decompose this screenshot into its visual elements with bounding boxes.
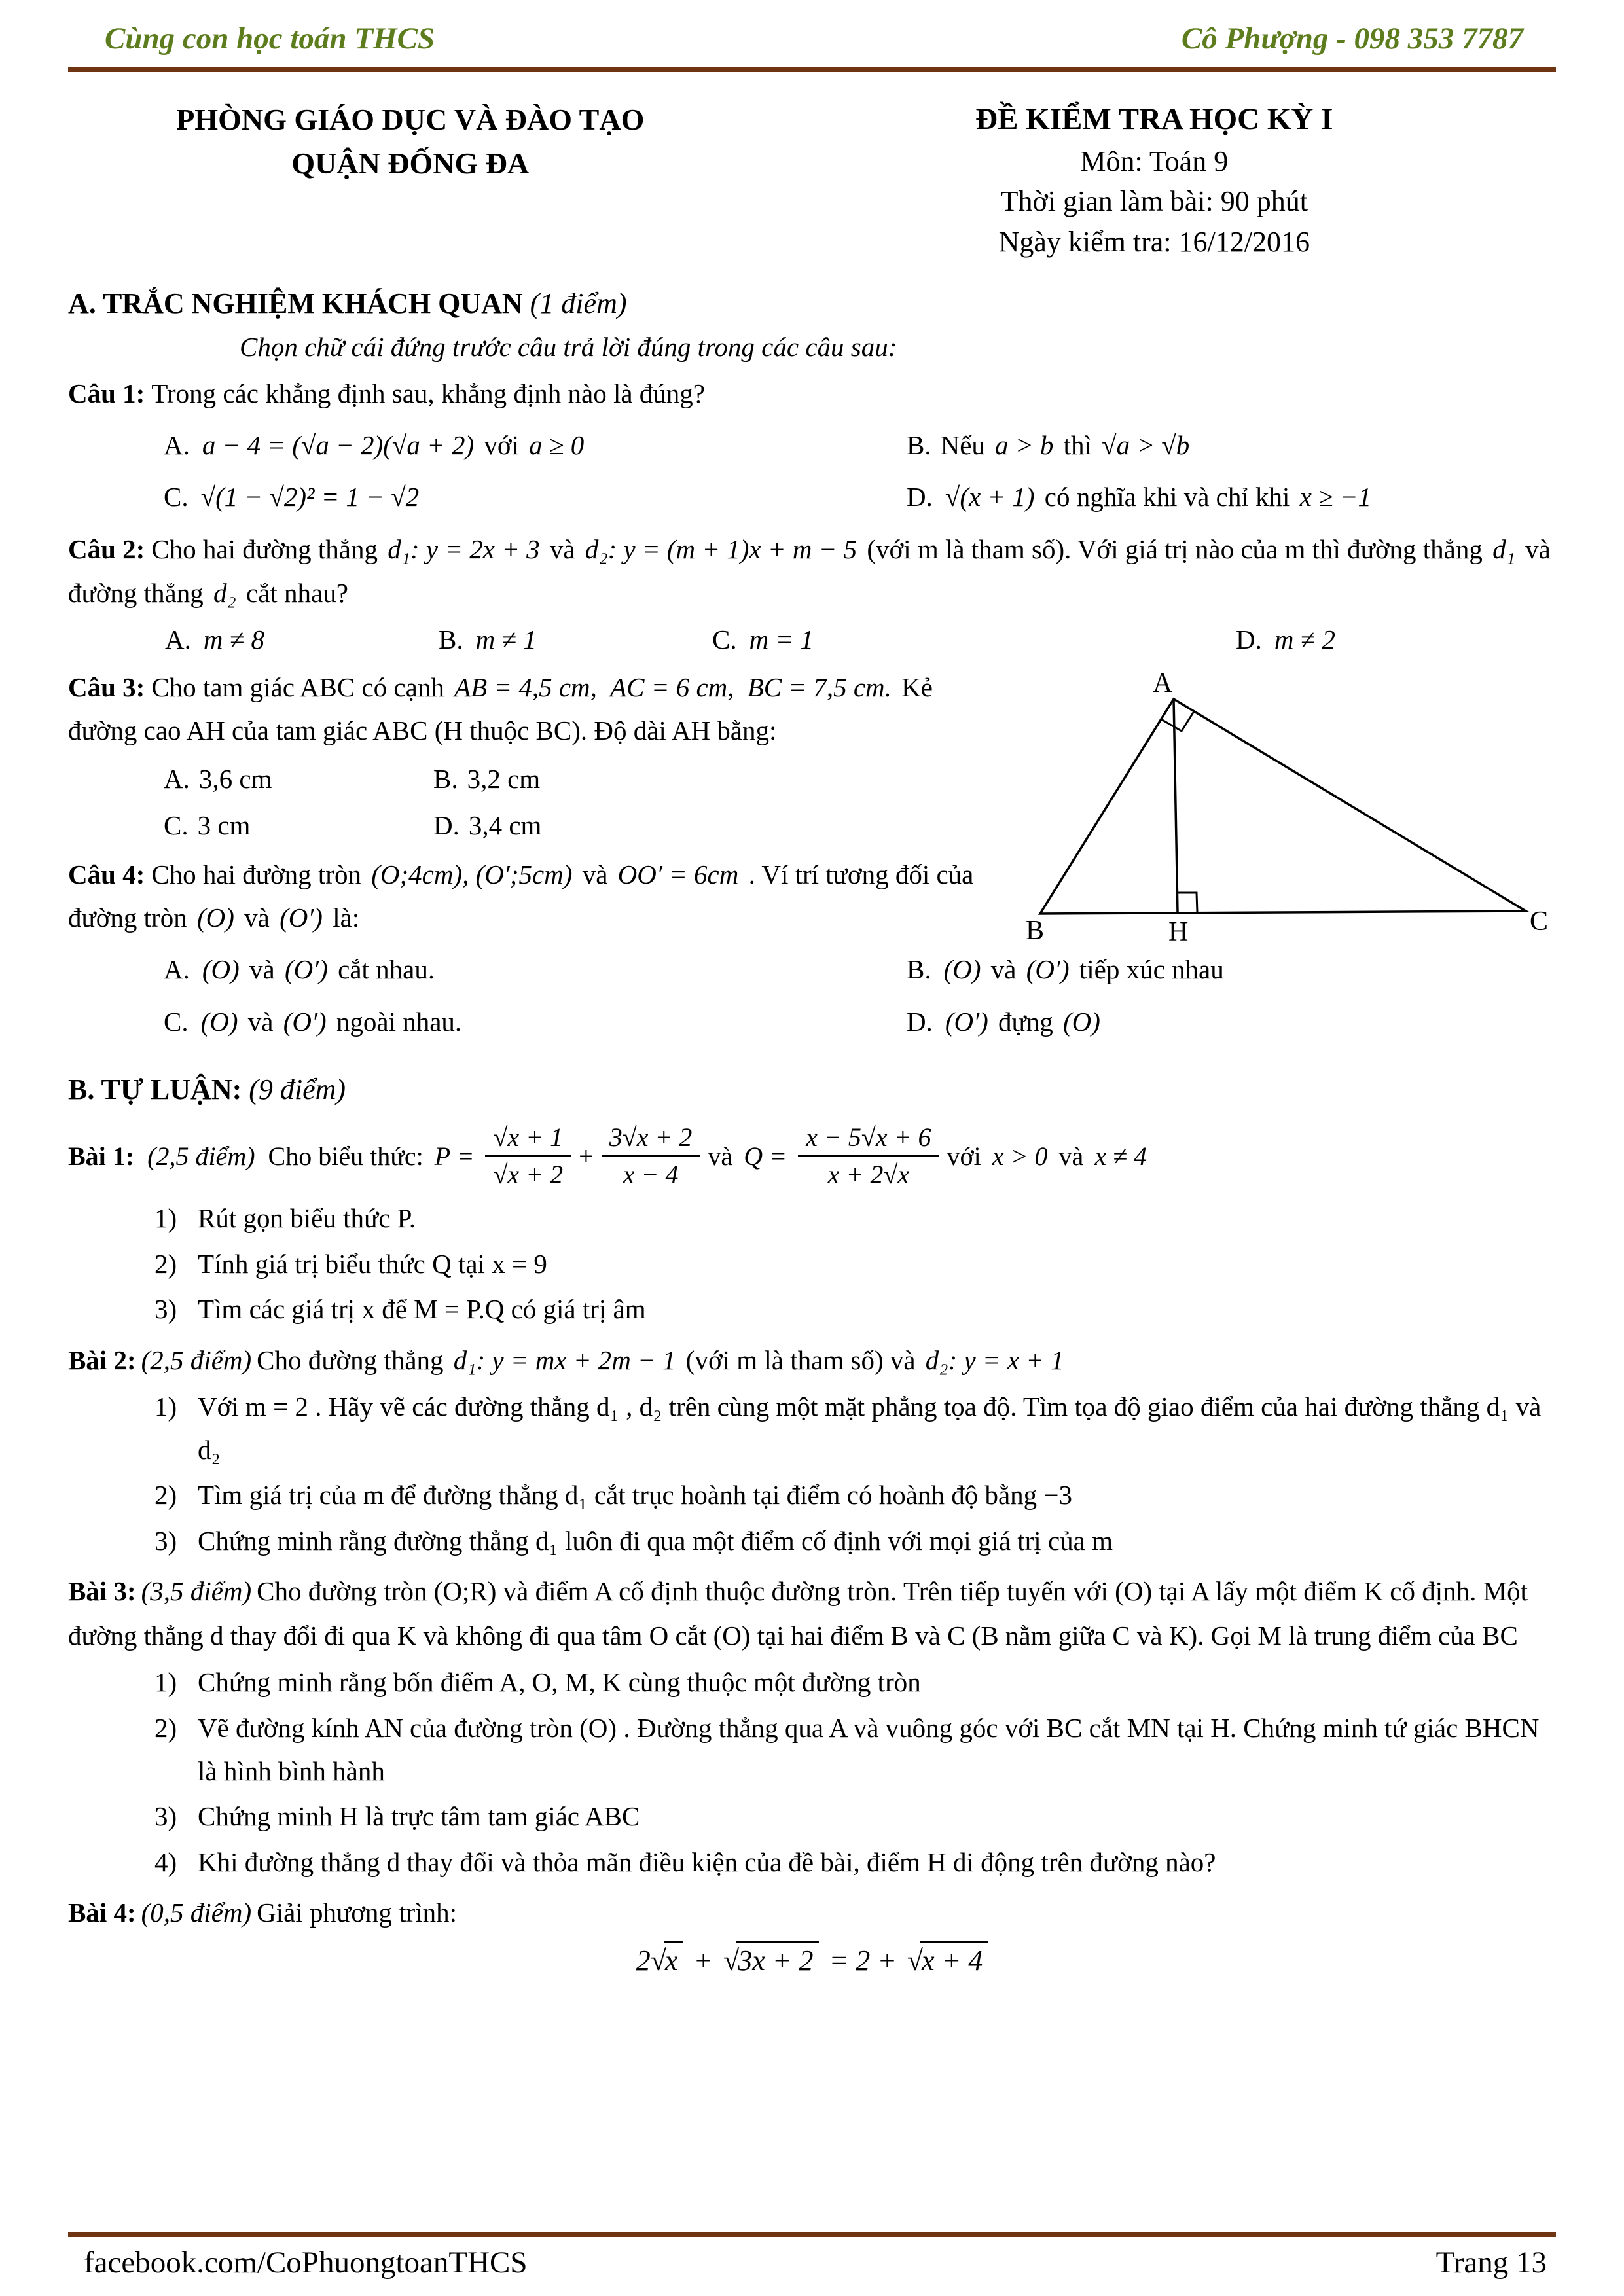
fraction-3-denominator: x + 2√x [827, 1160, 910, 1190]
exam-title: ĐỀ KIỂM TRA HỌC KỲ I [975, 102, 1333, 136]
problem-2-label: Bài 2: [68, 1344, 136, 1375]
formula-d1: d₁: y = mx + 2m − 1 [453, 1344, 676, 1375]
altitude-line [1174, 699, 1178, 912]
problem-2-item-3 [154, 1519, 1556, 1562]
problem-4-equation [68, 1944, 1556, 1977]
option-formula: (O) [943, 954, 981, 984]
option-3d [433, 803, 762, 849]
vertex-label-c: C [1530, 906, 1549, 937]
section-b-heading [68, 1068, 1556, 1111]
problem-3-points: (3,5 điểm) [141, 1576, 252, 1607]
option-text: và [990, 954, 1017, 984]
option-formula: x ≥ −1 [1299, 482, 1372, 512]
option-text: cắt nhau. [338, 954, 435, 984]
problem-3-label: Bài 3: [68, 1576, 136, 1607]
option-text: tiếp xúc nhau [1079, 954, 1224, 984]
option-formula: (O′) [283, 1006, 327, 1037]
fraction-2 [602, 1122, 700, 1192]
option-text: Nếu [940, 429, 985, 460]
question-3-4-block [68, 666, 1556, 1049]
radicand: x + 4 [920, 1941, 988, 1977]
option-letter: B. [439, 624, 463, 655]
option-text: và [249, 954, 275, 984]
item-number: 2) [154, 1712, 177, 1743]
formula-p-lhs: P = [434, 1141, 475, 1172]
item-number: 3) [154, 1801, 177, 1832]
formula-oo: OO′ = 6cm [617, 859, 739, 889]
triangle-diagram [1022, 668, 1552, 943]
department-line2: QUẬN ĐỐNG ĐA [291, 146, 530, 180]
problem-4-text: Giải phương trình: [257, 1897, 457, 1928]
vertex-label-a: A [1153, 668, 1173, 698]
question-3-options-row2 [68, 803, 762, 849]
option-2c [712, 619, 1236, 662]
question-1-label: Câu 1: [68, 378, 145, 409]
vertex-label-h: H [1168, 916, 1189, 943]
option-formula: (O) [200, 1006, 238, 1037]
option-text: thì [1063, 429, 1092, 460]
option-formula: √(1 − √2)² = 1 − √2 [200, 482, 420, 512]
option-letter: A. [164, 429, 190, 460]
problem-4-points: (0,5 điểm) [141, 1897, 252, 1928]
item-number: 4) [154, 1846, 177, 1877]
problem-1-item-2 [154, 1242, 1556, 1285]
item-number: 2) [154, 1248, 177, 1279]
radical-sign: √ [650, 1945, 666, 1977]
question-4-text: và [582, 859, 608, 889]
option-formula: a > b [995, 429, 1054, 460]
footer-page-number: Trang 13 [1435, 2246, 1547, 2280]
item-number: 3) [154, 1525, 177, 1556]
option-letter: C. [164, 810, 189, 841]
option-2a [165, 619, 439, 662]
formula-ab: AB = 4,5 cm, [454, 672, 597, 702]
right-angle-mark-h [1177, 893, 1197, 912]
option-text: 3 cm [197, 810, 251, 841]
fraction-2-denominator: x − 4 [623, 1160, 679, 1190]
problem-3-item-1 [154, 1660, 1556, 1704]
triangle-outline [1040, 699, 1526, 914]
option-2b [439, 619, 712, 662]
fraction-3 [798, 1122, 939, 1192]
fraction-3-numerator: x − 5√x + 6 [798, 1122, 939, 1158]
option-formula: m ≠ 1 [475, 624, 537, 655]
item-text: Tìm giá trị của m để đường thẳng d₁ cắt trục hoành tại điểm có hoành độ bằng −3 [198, 1480, 1073, 1511]
item-text: Vẽ đường kính AN của đường tròn (O) . Đường thẳng qua A và vuông góc với BC cắt MN tại H. Chứng minh tứ giác BHCN là hình bình hành [198, 1712, 1540, 1787]
problem-2-points: (2,5 điểm) [141, 1344, 252, 1375]
option-2d [1236, 619, 1556, 662]
item-text: Tính giá trị biểu thức Q tại x = 9 [198, 1248, 547, 1279]
question-2-text: và [549, 534, 575, 565]
problem-3-text: Cho đường tròn (O;R) và điểm A cố định thuộc đường tròn. Trên tiếp tuyến với (O) tại A lấy một điểm K cố định. Một đường thẳng d thay đổi đi qua K và không đi qua tâm O cắt (O) tại hai điểm B và C (B nằm giữa C và K). Gọi M là trung điểm của BC [68, 1576, 1528, 1651]
option-1a [164, 420, 907, 472]
option-4a [164, 944, 907, 996]
option-3c [164, 803, 433, 849]
option-letter: A. [164, 763, 190, 794]
condition-text: với [947, 1141, 981, 1172]
item-text: Chứng minh rằng bốn điểm A, O, M, K cùng thuộc một đường tròn [198, 1667, 921, 1698]
radical-sign: √ [907, 1945, 924, 1977]
option-formula: √a > √b [1102, 429, 1190, 460]
option-text: có nghĩa khi và chỉ khi [1044, 482, 1290, 512]
instruction-line: Chọn chữ cái đứng trước câu trả lời đúng trong các câu sau: [240, 331, 897, 362]
question-2 [68, 528, 1556, 615]
fraction-1-denominator: √x + 2 [493, 1160, 564, 1190]
item-text: Tìm các giá trị x để M = P.Q có giá trị âm [198, 1294, 646, 1325]
section-a-title: A. TRẮC NGHIỆM KHÁCH QUAN [68, 287, 523, 319]
page-header [68, 17, 1556, 72]
problem-1-label: Bài 1: [68, 1141, 135, 1172]
condition-formula: x ≠ 4 [1094, 1141, 1147, 1172]
exam-info-block [753, 98, 1556, 262]
condition-formula: x > 0 [992, 1141, 1048, 1172]
equals-part: = 2 + [829, 1945, 897, 1977]
option-letter: A. [165, 624, 191, 655]
option-letter: D. [433, 810, 460, 841]
option-letter: B. [907, 954, 931, 984]
problem-2-statement [68, 1338, 1556, 1382]
option-formula: a − 4 = (√a − 2)(√a + 2) [202, 429, 475, 460]
formula-d1-ref: d₁ [1492, 534, 1515, 565]
option-letter: C. [164, 482, 189, 512]
problem-2-item-2 [154, 1473, 1556, 1516]
option-letter: C. [164, 1006, 189, 1037]
problem-3-statement [68, 1569, 1556, 1658]
question-2-text: cắt nhau? [246, 577, 348, 608]
question-3-label: Câu 3: [68, 672, 145, 702]
question-4-text: và [244, 903, 270, 933]
formula-o-prime: (O′) [280, 903, 323, 933]
option-1d [907, 471, 1556, 524]
formula-d2: d₂: y = x + 1 [925, 1344, 1064, 1375]
option-3a [164, 757, 433, 802]
option-formula: (O) [1062, 1006, 1100, 1037]
question-2-label: Câu 2: [68, 534, 145, 565]
item-text: Chứng minh H là trực tâm tam giác ABC [198, 1801, 640, 1832]
exam-subject: Môn: Toán 9 [1080, 145, 1229, 177]
problem-4-statement [68, 1890, 1556, 1935]
item-number: 1) [154, 1203, 177, 1234]
question-2-text: (với m là tham số). Với giá trị nào của m thì đường thẳng [867, 534, 1483, 565]
option-text: ngoài nhau. [336, 1006, 462, 1037]
formula-q-lhs: Q = [744, 1141, 787, 1172]
question-4-label: Câu 4: [68, 859, 145, 889]
fraction-1 [485, 1122, 571, 1192]
question-3-options-row1 [68, 757, 762, 802]
formula-d2: d₂: y = (m + 1)x + m − 5 [585, 534, 857, 565]
radicand: 3x + 2 [736, 1941, 818, 1977]
problem-1-item-1 [154, 1196, 1556, 1240]
item-number: 2) [154, 1480, 177, 1511]
fraction-1-numerator: √x + 1 [485, 1122, 571, 1158]
option-formula: m = 1 [749, 624, 814, 655]
header-contact: Cô Phượng - 098 353 7787 [1181, 22, 1523, 56]
option-4d [907, 996, 1556, 1049]
exam-date: Ngày kiểm tra: 16/12/2016 [998, 225, 1310, 258]
condition-text: và [1058, 1141, 1084, 1172]
option-4c [164, 996, 907, 1049]
page-footer [68, 2232, 1556, 2280]
question-1-text: Trong các khẳng định sau, khẳng định nào là đúng? [151, 378, 705, 409]
question-2-text: và đường thẳng [68, 534, 1551, 608]
item-number: 1) [154, 1667, 177, 1698]
problem-1-item-3 [154, 1287, 1556, 1331]
option-formula: (O′) [284, 954, 328, 984]
problem-2-text: (với m là tham số) và [685, 1344, 916, 1375]
radical-sign: √ [723, 1945, 740, 1977]
item-number: 3) [154, 1294, 177, 1325]
section-b-points: (9 điểm) [249, 1073, 346, 1105]
option-letter: D. [907, 1006, 933, 1037]
item-text: Khi đường thẳng d thay đổi và thỏa mãn điều kiện của đề bài, điểm H di động trên đường nào? [198, 1846, 1216, 1877]
problem-1-points: (2,5 điểm) [147, 1141, 255, 1172]
option-letter: D. [907, 482, 933, 512]
problem-2-item-1 [154, 1385, 1556, 1472]
item-text: Với m = 2 . Hãy vẽ các đường thẳng d₁ , d₂ trên cùng một mặt phẳng tọa độ. Tìm tọa độ giao điểm của hai đường thẳng d₁ và d₂ [198, 1391, 1542, 1465]
option-formula: (O) [202, 954, 240, 984]
problem-1-intro: Cho biểu thức: [268, 1141, 424, 1172]
department-line1: PHÒNG GIÁO DỤC VÀ ĐÀO TẠO [176, 103, 645, 136]
formula-ac: AC = 6 cm, [610, 672, 734, 702]
question-4-text: là: [333, 903, 360, 933]
problem-3-item-3 [154, 1795, 1556, 1838]
formula-d2-ref: d₂ [213, 577, 236, 608]
question-3-text: Kẻ đường cao AH của tam giác ABC (H thuộc BC). Độ dài AH bằng: [68, 672, 933, 746]
question-3-text: Cho tam giác ABC có cạnh [151, 672, 444, 702]
option-formula: √(x + 1) [945, 482, 1035, 512]
option-1b [907, 420, 1556, 472]
option-letter: A. [164, 954, 190, 984]
problem-3-item-2 [154, 1706, 1556, 1793]
fraction-2-numerator: 3√x + 2 [602, 1122, 700, 1158]
option-letter: D. [1236, 624, 1262, 655]
equation-coefficient: 2 [636, 1945, 651, 1977]
problem-3-item-4 [154, 1840, 1556, 1884]
option-3b [433, 757, 762, 802]
option-text: với [484, 429, 519, 460]
department-block [68, 98, 753, 262]
question-2-text: Cho hai đường thẳng [151, 534, 378, 565]
section-a-points: (1 điểm) [530, 287, 627, 319]
item-number: 1) [154, 1391, 177, 1422]
option-text: 3,4 cm [468, 810, 542, 841]
formula-d1: d₁: y = 2x + 3 [388, 534, 540, 565]
option-formula: m ≠ 2 [1274, 624, 1335, 655]
header-brand: Cùng con học toán THCS [105, 22, 435, 56]
footer-facebook-link: facebook.com/CoPhuongtoanTHCS [84, 2246, 528, 2280]
question-1-options [68, 420, 1556, 524]
vertex-label-b: B [1026, 915, 1045, 943]
problem-4-label: Bài 4: [68, 1897, 136, 1928]
title-block [68, 98, 1556, 262]
section-b-title: B. TỰ LUẬN: [68, 1073, 242, 1105]
question-4-text: . Ví trí tương đối của đường tròn [68, 859, 974, 933]
question-1 [68, 372, 1556, 415]
formula-circles: (O;4cm), (O′;5cm) [371, 859, 573, 889]
question-4-text: Cho hai đường tròn [151, 859, 361, 889]
plus-sign: + [579, 1141, 594, 1172]
exam-duration: Thời gian làm bài: 90 phút [1000, 185, 1308, 218]
problem-1-statement [68, 1122, 1556, 1192]
problem-2-text: Cho đường thẳng [257, 1344, 444, 1375]
option-text: và [247, 1006, 274, 1037]
option-text: 3,6 cm [198, 763, 272, 794]
right-angle-mark-a [1161, 711, 1194, 731]
option-letter: B. [907, 429, 931, 460]
question-4-options [68, 944, 1556, 1049]
item-text: Chứng minh rằng đường thẳng d₁ luôn đi qua một điểm cố định với mọi giá trị của m [198, 1525, 1113, 1556]
formula-o: (O) [196, 903, 234, 933]
option-4b [907, 944, 1556, 996]
plus-sign: + [693, 1945, 713, 1977]
option-text: 3,2 cm [467, 763, 541, 794]
option-text: đựng [998, 1006, 1053, 1037]
option-formula: (O′) [1026, 954, 1070, 984]
option-formula: (O′) [945, 1006, 988, 1037]
item-text: Rút gọn biểu thức P. [198, 1203, 416, 1234]
formula-bc: BC = 7,5 cm. [747, 672, 892, 702]
option-formula: m ≠ 8 [203, 624, 264, 655]
question-2-options [68, 619, 1556, 662]
option-letter: C. [712, 624, 737, 655]
option-formula: a ≥ 0 [529, 429, 585, 460]
option-1c [164, 471, 907, 524]
option-letter: B. [433, 763, 458, 794]
section-a-heading [68, 282, 1556, 325]
radicand: x [664, 1941, 683, 1977]
connector-text: và [708, 1141, 733, 1172]
